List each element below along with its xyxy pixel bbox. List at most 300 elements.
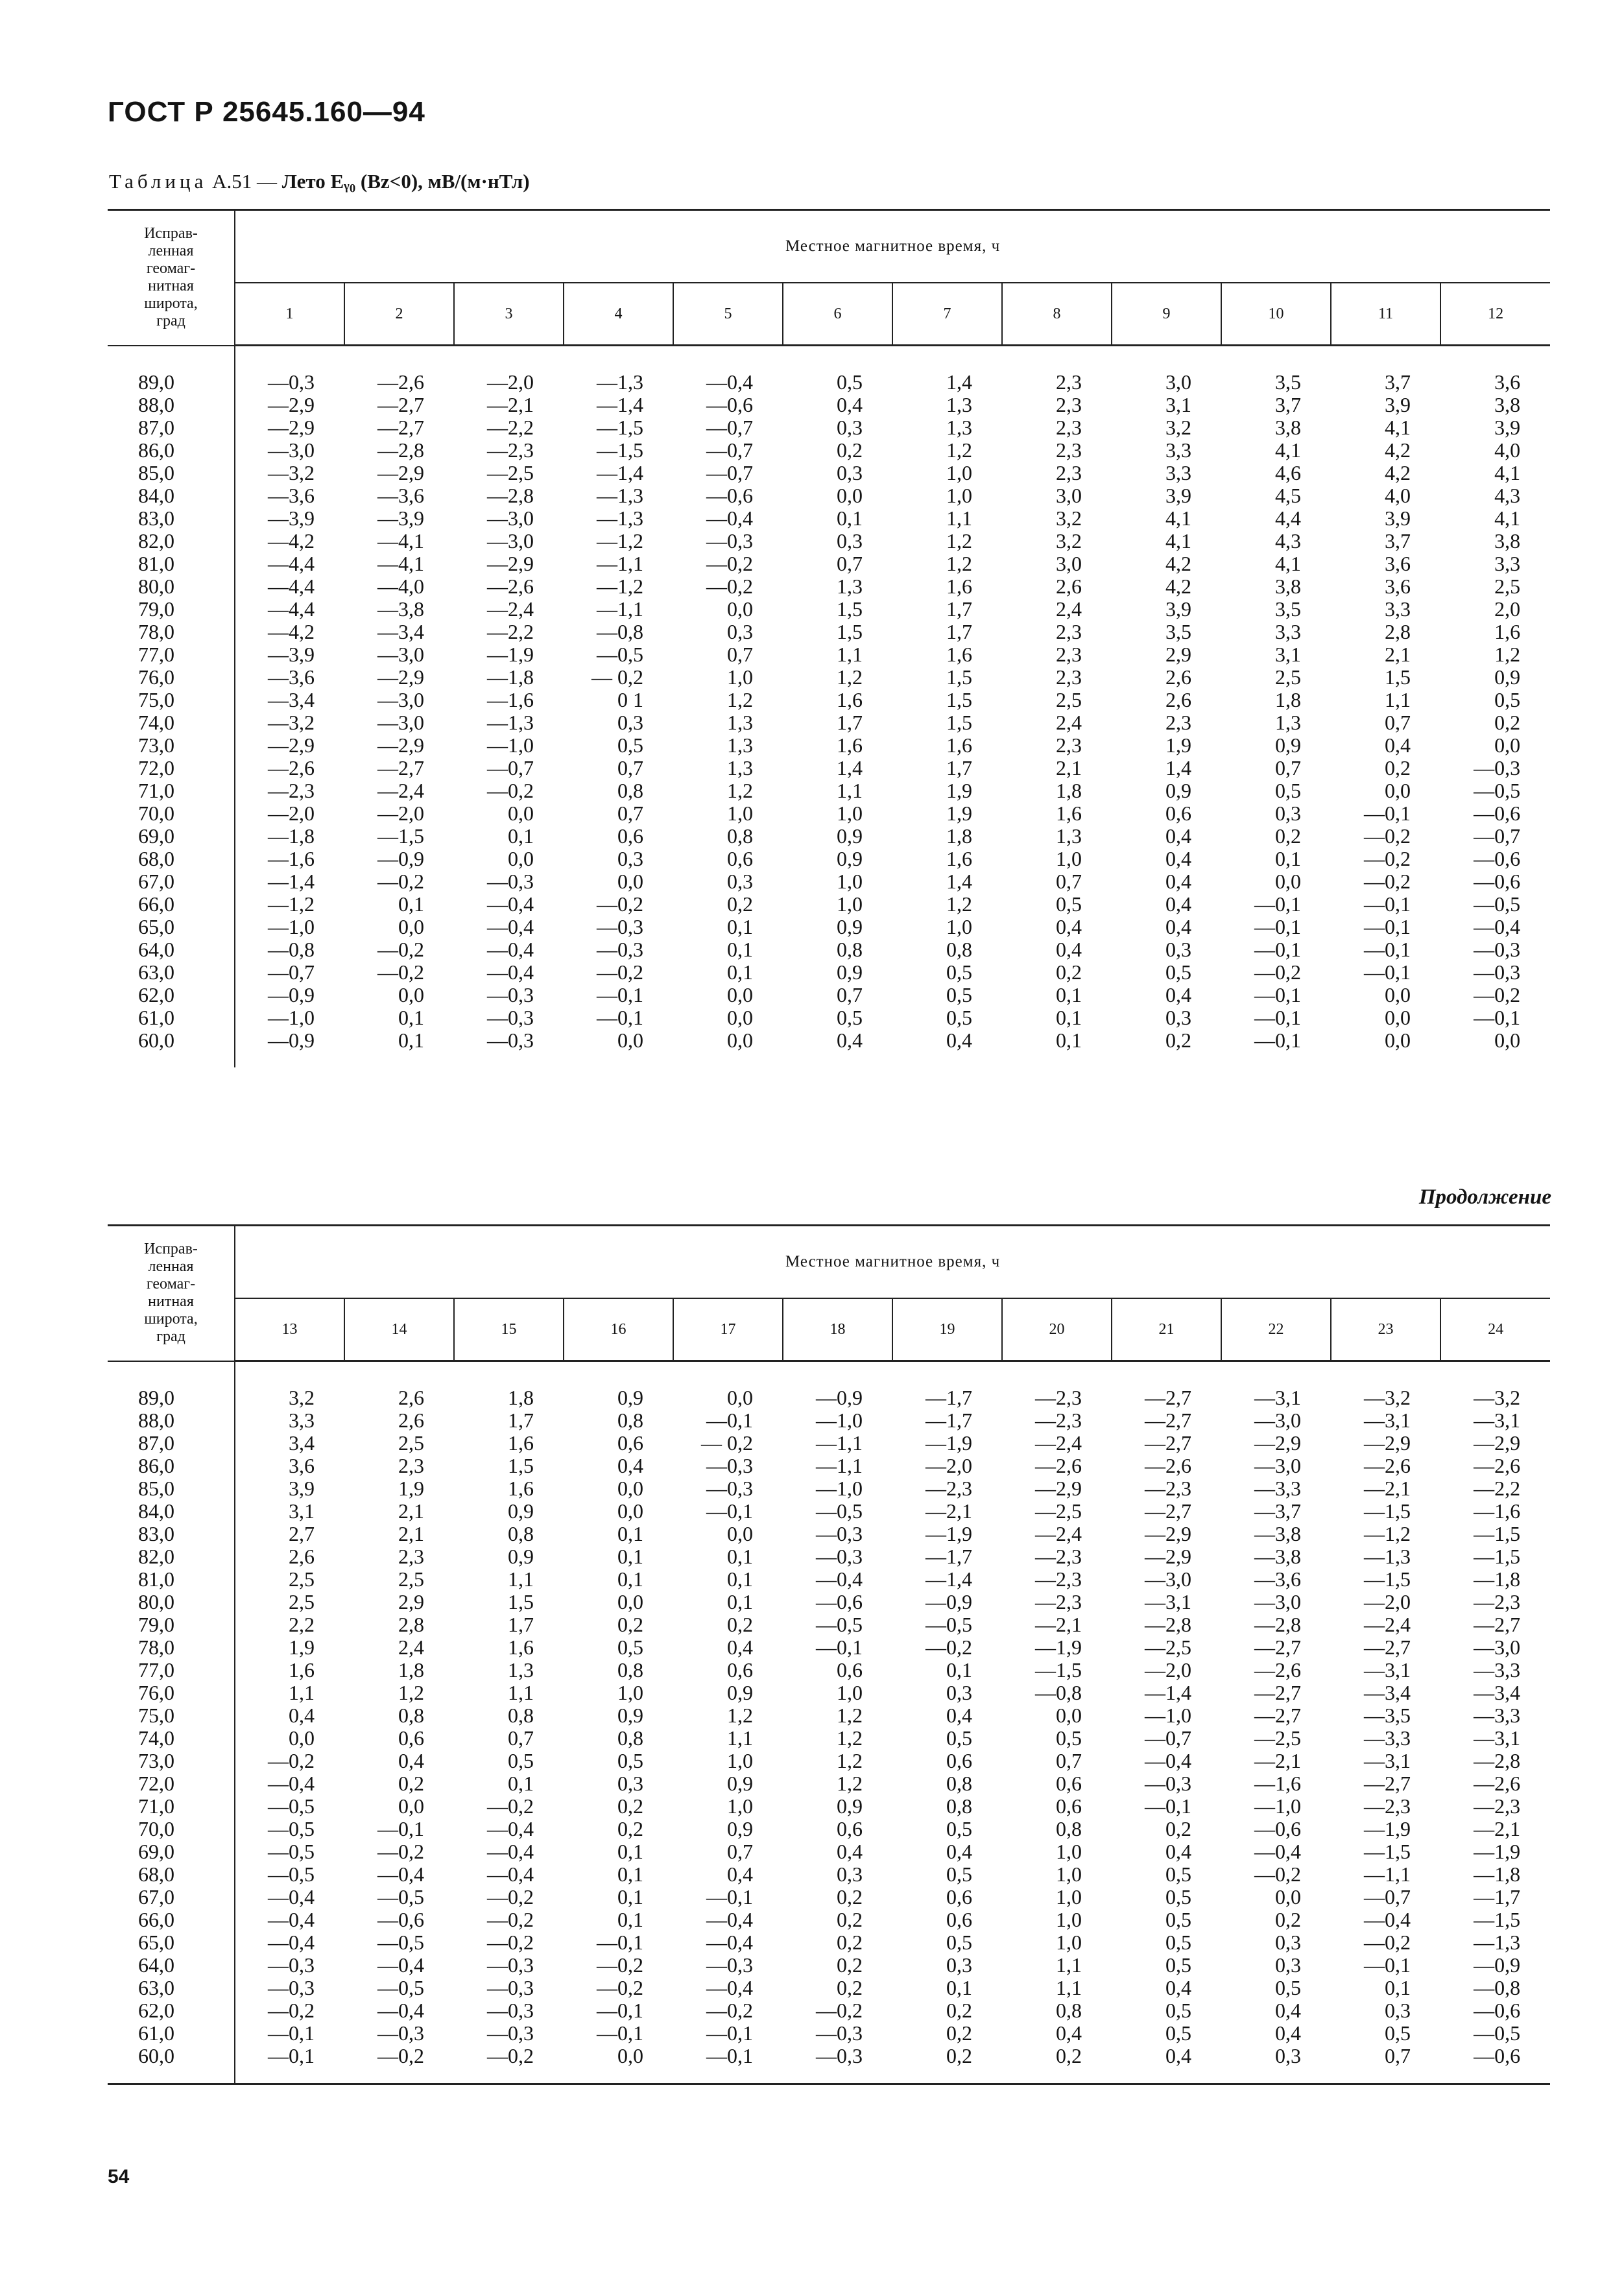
value-cell: —1,8	[487, 665, 534, 689]
value-cell: 0,8	[727, 824, 753, 848]
value-cell: 0,6	[1056, 1772, 1082, 1795]
latitude-cell: 65,0	[108, 916, 235, 938]
value-cell: 0,0	[1385, 983, 1411, 1006]
value-cell: —1,2	[597, 529, 643, 553]
value-cell: —0,4	[487, 892, 534, 916]
value-cell: 3,1	[289, 1499, 315, 1523]
value-cell: —3,0	[1254, 1454, 1301, 1477]
value-cell: 0,8	[1056, 1817, 1082, 1840]
table-row	[108, 1455, 1550, 1477]
value-cell: 1,2	[398, 1681, 424, 1704]
value-cell: —0,3	[268, 1953, 315, 1977]
value-cell: 2,3	[1056, 620, 1082, 643]
value-cell: —0,3	[1474, 938, 1521, 961]
value-cell: —4,2	[268, 529, 315, 553]
table-row	[108, 938, 1550, 961]
value-cell: —1,3	[1364, 1545, 1411, 1568]
value-cell: 1,1	[837, 779, 863, 802]
table-row	[108, 598, 1550, 621]
value-cell: —0,2	[816, 1999, 863, 2022]
value-cell: 1,3	[727, 756, 753, 779]
value-cell: —0,1	[1364, 915, 1411, 938]
hour-header-cell: 12	[1440, 283, 1550, 346]
value-cell: —3,1	[1364, 1409, 1411, 1432]
table-row	[108, 1591, 1550, 1613]
value-cell: —1,3	[1474, 1931, 1521, 1954]
value-cell: —0,1	[268, 2021, 315, 2045]
value-cell: 1,6	[289, 1658, 315, 1682]
value-cell: 1,6	[1494, 620, 1521, 643]
value-cell: 4,1	[1275, 552, 1301, 575]
value-cell: 3,8	[1275, 416, 1301, 439]
table-row	[108, 1659, 1550, 1682]
table-row	[108, 802, 1550, 825]
value-cell: 4,1	[1385, 416, 1411, 439]
value-cell: —0,7	[1145, 1726, 1191, 1750]
value-cell: —1,5	[1364, 1840, 1411, 1863]
value-cell: 0,2	[946, 2044, 972, 2067]
value-cell: 4,6	[1275, 461, 1301, 484]
value-cell: —2,7	[377, 393, 424, 416]
value-cell: 3,6	[1385, 575, 1411, 598]
table-row	[108, 394, 1550, 416]
value-cell: 3,6	[1385, 552, 1411, 575]
value-cell: —1,1	[816, 1431, 863, 1455]
latitude-cell: 70,0	[108, 802, 235, 825]
table-row	[108, 1704, 1550, 1727]
value-cell: —3,3	[1474, 1704, 1521, 1727]
value-cell: 4,3	[1275, 529, 1301, 553]
value-cell: —2,7	[377, 416, 424, 439]
value-cell: —2,6	[268, 756, 315, 779]
value-cell: —0,7	[268, 960, 315, 984]
latitude-header-line: град	[156, 313, 185, 330]
value-cell: 1,5	[508, 1454, 534, 1477]
value-cell: —0,5	[268, 1817, 315, 1840]
value-cell: 3,3	[1165, 461, 1191, 484]
value-cell: 3,3	[1165, 438, 1191, 462]
value-cell: 0,2	[837, 1931, 863, 1954]
latitude-header-line: нитная	[148, 278, 194, 295]
value-cell: 0,0	[289, 1726, 315, 1750]
table-row	[108, 1818, 1550, 1840]
value-cell: 0,3	[617, 711, 643, 734]
latitude-cell: 87,0	[108, 1432, 235, 1455]
value-cell: —0,7	[706, 461, 753, 484]
hour-header-cell: 14	[344, 1298, 454, 1361]
value-cell: 0,0	[1385, 1006, 1411, 1029]
value-cell: 0,9	[837, 1794, 863, 1818]
value-cell: 0,2	[617, 1817, 643, 1840]
value-cell: —0,3	[1474, 756, 1521, 779]
value-cell: —0,2	[597, 892, 643, 916]
table-row	[108, 530, 1550, 553]
latitude-column-header	[108, 1226, 235, 1361]
value-cell: 0,3	[837, 461, 863, 484]
value-cell: 1,2	[837, 1704, 863, 1727]
value-cell: —3,9	[377, 506, 424, 530]
table-row	[108, 575, 1550, 598]
hour-header-cell: 20	[1002, 1298, 1112, 1361]
value-cell: —0,6	[1474, 870, 1521, 893]
value-cell: 3,3	[1385, 597, 1411, 621]
table-row	[108, 1477, 1550, 1500]
value-cell: 0,0	[1385, 779, 1411, 802]
value-cell: 0,4	[1165, 915, 1191, 938]
value-cell: 2,1	[1385, 643, 1411, 666]
value-cell: —2,5	[487, 461, 534, 484]
value-cell: —0,3	[487, 1999, 534, 2022]
latitude-cell: 64,0	[108, 938, 235, 961]
value-cell: 0,1	[727, 960, 753, 984]
value-cell: —2,7	[377, 756, 424, 779]
value-cell: 0,2	[1165, 1817, 1191, 1840]
value-cell: 0,6	[1165, 802, 1191, 825]
value-cell: 1,1	[289, 1681, 315, 1704]
value-cell: 0,4	[1165, 983, 1191, 1006]
value-cell: 2,9	[1165, 643, 1191, 666]
value-cell: —2,9	[268, 416, 315, 439]
value-cell: 0,2	[837, 1976, 863, 1999]
value-cell: 0,2	[837, 1908, 863, 1931]
value-cell: —2,6	[1145, 1454, 1191, 1477]
value-cell: —3,0	[487, 529, 534, 553]
value-cell: 0,2	[617, 1794, 643, 1818]
value-cell: 0,3	[617, 847, 643, 870]
value-cell: —2,9	[377, 665, 424, 689]
value-cell: 1,1	[1385, 688, 1411, 711]
value-cell: —1,0	[1145, 1704, 1191, 1727]
value-cell: —2,7	[1364, 1636, 1411, 1659]
value-cell: 0,5	[617, 1636, 643, 1659]
value-cell: 0,5	[946, 1817, 972, 1840]
value-cell: —1,4	[925, 1567, 972, 1591]
value-cell: 0,8	[837, 938, 863, 961]
hour-header-row	[108, 283, 1550, 346]
table-row	[108, 416, 1550, 439]
value-cell: 0,1	[508, 824, 534, 848]
value-cell: 0,0	[837, 484, 863, 507]
value-cell: 0,4	[837, 393, 863, 416]
value-cell: 0,5	[1275, 779, 1301, 802]
value-cell: —0,1	[1364, 960, 1411, 984]
value-cell: —0,2	[1254, 960, 1301, 984]
value-cell: —0,3	[706, 1953, 753, 1977]
value-cell: —1,8	[268, 824, 315, 848]
value-cell: 2,6	[1056, 575, 1082, 598]
value-cell: 0,5	[1165, 2021, 1191, 2045]
value-cell: —1,9	[1474, 1840, 1521, 1863]
value-cell: 1,0	[837, 892, 863, 916]
value-cell: 0,4	[727, 1862, 753, 1886]
latitude-cell: 73,0	[108, 1750, 235, 1772]
value-cell: 0,7	[1056, 1749, 1082, 1772]
value-cell: —3,0	[487, 506, 534, 530]
value-cell: —2,9	[1145, 1545, 1191, 1568]
value-cell: —2,1	[1254, 1749, 1301, 1772]
value-cell: 3,6	[1494, 370, 1521, 394]
latitude-cell: 75,0	[108, 689, 235, 711]
value-cell: —0,6	[1474, 1999, 1521, 2022]
value-cell: —0,5	[1474, 779, 1521, 802]
latitude-cell: 80,0	[108, 1591, 235, 1613]
value-cell: 0,1	[727, 1590, 753, 1613]
value-cell: —1,1	[816, 1454, 863, 1477]
value-cell: 0,1	[837, 506, 863, 530]
value-cell: —2,7	[1145, 1431, 1191, 1455]
value-cell: —0,2	[377, 2044, 424, 2067]
value-cell: 1,0	[727, 1749, 753, 1772]
value-cell: —3,3	[1474, 1658, 1521, 1682]
time-column-header: Местное магнитное время, ч	[235, 210, 1550, 283]
value-cell: 0,9	[837, 915, 863, 938]
value-cell: 2,9	[398, 1590, 424, 1613]
value-cell: 0,0	[617, 870, 643, 893]
value-cell: 0,7	[1385, 2044, 1411, 2067]
value-cell: 1,9	[946, 779, 972, 802]
value-cell: 1,1	[727, 1726, 753, 1750]
value-cell: 4,2	[1165, 552, 1191, 575]
value-cell: 0,6	[727, 847, 753, 870]
latitude-cell: 61,0	[108, 1006, 235, 1029]
value-cell: 2,5	[289, 1567, 315, 1591]
value-cell: —0,5	[268, 1862, 315, 1886]
value-cell: 4,5	[1275, 484, 1301, 507]
value-cell: —0,3	[706, 1454, 753, 1477]
latitude-cell: 89,0	[108, 346, 235, 394]
value-cell: —0,1	[1254, 1006, 1301, 1029]
value-cell: 0,4	[1165, 2044, 1191, 2067]
value-cell: 1,5	[508, 1590, 534, 1613]
value-cell: 0,2	[1494, 711, 1521, 734]
value-cell: 0,4	[946, 1704, 972, 1727]
value-cell: 1,0	[727, 665, 753, 689]
value-cell: —1,7	[925, 1409, 972, 1432]
value-cell: —2,8	[1145, 1613, 1191, 1636]
value-cell: —0,4	[487, 1840, 534, 1863]
value-cell: —0,3	[487, 1976, 534, 1999]
value-cell: 0,4	[1056, 938, 1082, 961]
value-cell: 3,7	[1275, 393, 1301, 416]
value-cell: 1,5	[946, 665, 972, 689]
value-cell: —2,2	[487, 620, 534, 643]
table-row	[108, 1886, 1550, 1909]
value-cell: —2,6	[1474, 1454, 1521, 1477]
value-cell: 0,1	[1056, 1029, 1082, 1052]
table-row	[108, 893, 1550, 916]
value-cell: —0,1	[597, 1931, 643, 1954]
value-cell: 0,1	[617, 1567, 643, 1591]
value-cell: 0,2	[1275, 1908, 1301, 1931]
value-cell: 0,1	[1056, 1006, 1082, 1029]
table-body	[108, 1361, 1550, 2084]
value-cell: 3,5	[1165, 620, 1191, 643]
value-cell: —1,5	[597, 438, 643, 462]
value-cell: 0,3	[837, 1862, 863, 1886]
latitude-cell: 69,0	[108, 1840, 235, 1863]
value-cell: —0,9	[268, 1029, 315, 1052]
latitude-header-line: град	[156, 1328, 185, 1346]
hour-header-cell: 24	[1440, 1298, 1550, 1361]
value-cell: 4,3	[1494, 484, 1521, 507]
value-cell: 2,3	[1056, 370, 1082, 394]
hour-header-cell: 2	[344, 283, 454, 346]
value-cell: 0,8	[617, 779, 643, 802]
value-cell: —0,1	[377, 1817, 424, 1840]
value-cell: 1,6	[837, 688, 863, 711]
value-cell: 0,6	[1056, 1794, 1082, 1818]
value-cell: —0,2	[487, 2044, 534, 2067]
value-cell: 1,2	[837, 665, 863, 689]
value-cell: 1,3	[1056, 824, 1082, 848]
value-cell: 0,0	[727, 1006, 753, 1029]
value-cell: 1,7	[946, 620, 972, 643]
value-cell: 2,3	[1165, 711, 1191, 734]
value-cell: 0,5	[837, 1006, 863, 1029]
value-cell: — 0,2	[701, 1431, 753, 1455]
value-cell: 0,9	[1165, 779, 1191, 802]
value-cell: —3,0	[1254, 1590, 1301, 1613]
value-cell: —2,0	[925, 1454, 972, 1477]
value-cell: 4,1	[1494, 461, 1521, 484]
value-cell: 0,7	[617, 802, 643, 825]
value-cell: —0,1	[1364, 1953, 1411, 1977]
value-cell: 0,2	[1056, 960, 1082, 984]
value-cell: 2,1	[398, 1522, 424, 1545]
value-cell: 0,1	[1385, 1976, 1411, 1999]
table-row	[108, 757, 1550, 779]
value-cell: 0,4	[1275, 2021, 1301, 2045]
table-row	[108, 1863, 1550, 1886]
value-cell: —0,4	[1474, 915, 1521, 938]
value-cell: —3,1	[1254, 1386, 1301, 1409]
value-cell: —0,3	[1474, 960, 1521, 984]
table-row	[108, 643, 1550, 666]
value-cell: 0,0	[1056, 1704, 1082, 1727]
value-cell: —0,7	[706, 416, 753, 439]
value-cell: —2,3	[1035, 1386, 1082, 1409]
table-row	[108, 984, 1550, 1006]
value-cell: —2,9	[1254, 1431, 1301, 1455]
value-cell: 1,0	[837, 1681, 863, 1704]
value-cell: —0,6	[1474, 2044, 1521, 2067]
value-cell: —2,3	[925, 1477, 972, 1500]
value-cell: 1,5	[837, 620, 863, 643]
value-cell: —0,1	[706, 1499, 753, 1523]
value-cell: 3,8	[1494, 529, 1521, 553]
table-row	[108, 825, 1550, 848]
value-cell: 0,5	[1165, 1999, 1191, 2022]
table-row	[108, 1523, 1550, 1545]
value-cell: 1,2	[946, 529, 972, 553]
latitude-header-line: ленная	[148, 243, 194, 260]
hour-header-cell: 18	[783, 1298, 892, 1361]
value-cell: —1,3	[597, 370, 643, 394]
table-row	[108, 689, 1550, 711]
latitude-cell: 71,0	[108, 779, 235, 802]
table-row	[108, 1999, 1550, 2022]
value-cell: 3,7	[1385, 370, 1411, 394]
value-cell: —3,0	[377, 643, 424, 666]
value-cell: 1,0	[727, 1794, 753, 1818]
value-cell: 0,0	[508, 802, 534, 825]
value-cell: 0,2	[837, 1885, 863, 1909]
value-cell: —3,1	[1364, 1658, 1411, 1682]
value-cell: 0,4	[1056, 2021, 1082, 2045]
value-cell: 0,4	[946, 1029, 972, 1052]
value-cell: —2,3	[268, 779, 315, 802]
value-cell: —2,3	[1035, 1409, 1082, 1432]
value-cell: —2,9	[268, 393, 315, 416]
value-cell: —0,4	[487, 938, 534, 961]
value-cell: 2,4	[1056, 597, 1082, 621]
value-cell: —3,2	[268, 461, 315, 484]
value-cell: 1,8	[1275, 688, 1301, 711]
latitude-cell: 68,0	[108, 1863, 235, 1886]
value-cell: 1,0	[946, 915, 972, 938]
value-cell: —0,1	[268, 2044, 315, 2067]
value-cell: 0,1	[946, 1976, 972, 1999]
value-cell: —2,7	[1364, 1772, 1411, 1795]
value-cell: 1,0	[1056, 1931, 1082, 1954]
value-cell: 0,4	[1056, 915, 1082, 938]
latitude-cell: 70,0	[108, 1818, 235, 1840]
value-cell: —3,9	[268, 643, 315, 666]
value-cell: —2,9	[1145, 1522, 1191, 1545]
value-cell: —2,0	[1145, 1658, 1191, 1682]
value-cell: 0,7	[1275, 756, 1301, 779]
value-cell: 1,1	[1056, 1976, 1082, 1999]
latitude-cell: 85,0	[108, 462, 235, 484]
value-cell: —0,5	[925, 1613, 972, 1636]
value-cell: 0,3	[837, 529, 863, 553]
value-cell: 1,1	[508, 1567, 534, 1591]
value-cell: 0,3	[727, 620, 753, 643]
value-cell: —0,6	[816, 1590, 863, 1613]
value-cell: —0,7	[487, 756, 534, 779]
value-cell: 1,0	[837, 802, 863, 825]
value-cell: 0,2	[398, 1772, 424, 1795]
value-cell: 0,5	[1165, 1931, 1191, 1954]
value-cell: 1,2	[727, 1704, 753, 1727]
value-cell: —3,2	[1474, 1386, 1521, 1409]
value-cell: —2,6	[1254, 1658, 1301, 1682]
value-cell: —0,8	[597, 620, 643, 643]
value-cell: —4,2	[268, 620, 315, 643]
value-cell: 1,6	[1056, 802, 1082, 825]
value-cell: 0,4	[1165, 1976, 1191, 1999]
value-cell: —0,1	[1145, 1794, 1191, 1818]
latitude-cell: 81,0	[108, 1568, 235, 1591]
value-cell: 0,9	[727, 1772, 753, 1795]
value-cell: 2,5	[1275, 665, 1301, 689]
value-cell: —2,8	[487, 484, 534, 507]
value-cell: 0,4	[1165, 1840, 1191, 1863]
table-row	[108, 2022, 1550, 2045]
value-cell: —0,1	[1474, 1006, 1521, 1029]
value-cell: —2,9	[1364, 1431, 1411, 1455]
value-cell: 0,5	[946, 1006, 972, 1029]
value-cell: —2,0	[487, 370, 534, 394]
latitude-header-line: ленная	[148, 1258, 194, 1276]
value-cell: 0,3	[1275, 802, 1301, 825]
value-cell: 0,5	[946, 960, 972, 984]
value-cell: 1,3	[508, 1658, 534, 1682]
value-cell: —0,5	[1474, 892, 1521, 916]
value-cell: —1,4	[597, 461, 643, 484]
value-cell: —4,0	[377, 575, 424, 598]
value-cell: 0,7	[1385, 711, 1411, 734]
